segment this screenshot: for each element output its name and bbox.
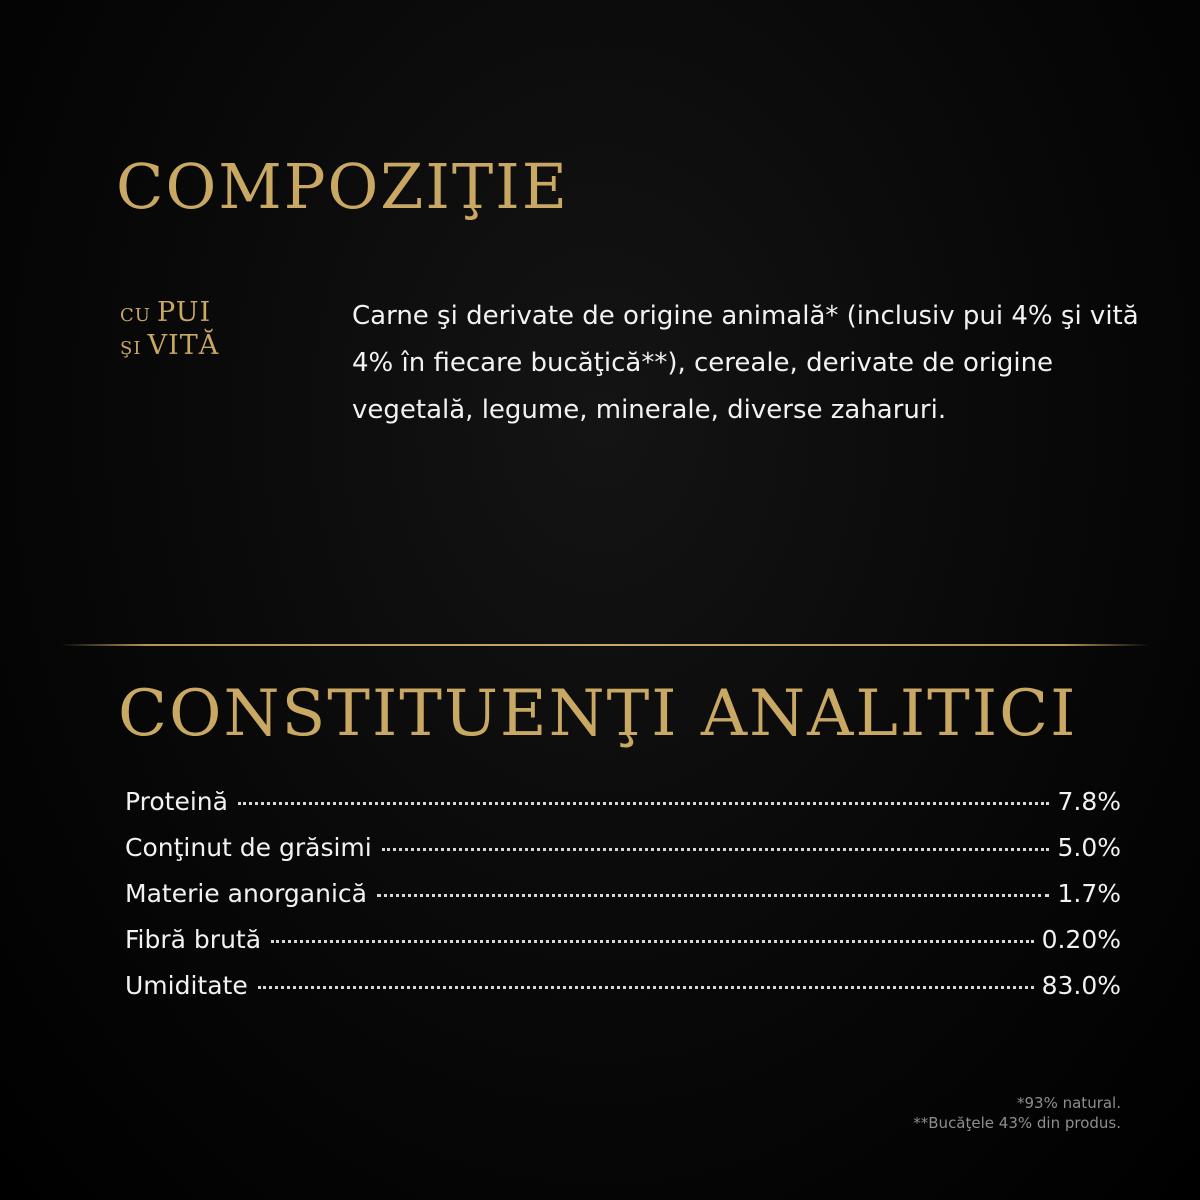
analytics-row-protein [125,787,1121,833]
variant-line-1-main: PUI [157,297,212,328]
dot-leader [238,802,1050,805]
variant-line-2 [120,331,219,364]
dot-leader [377,894,1050,897]
dot-leader [258,986,1034,989]
analytics-row-moisture [125,971,1121,1017]
dot-leader [271,940,1034,943]
variant-line-1-prefix: CU [120,305,151,326]
analytics-label: Materie anorganică [125,879,367,908]
analytics-label: Fibră brută [125,925,262,954]
analytics-label: Proteină [125,787,228,816]
footnote-natural: *93% natural. [1017,1094,1121,1112]
analytics-value: 83.0% [1041,971,1121,1000]
analytics-value: 1.7% [1057,879,1121,908]
analytics-row-fat [125,833,1121,879]
analytics-value: 5.0% [1057,833,1121,862]
analytics-heading: CONSTITUENŢI ANALITICI [118,677,1078,751]
analytics-table [125,787,1121,1017]
variant-line-2-prefix: ŞI [120,338,142,359]
analytics-label: Umiditate [125,971,248,1000]
analytics-row-ash [125,879,1121,925]
analytics-row-fibre [125,925,1121,971]
variant-label [120,298,219,364]
section-divider [60,644,1150,646]
variant-line-1 [120,298,219,331]
composition-text: Carne şi derivate de origine animală* (inclusiv pui 4% şi vită 4% în fiecare bucăţică**), cereale, derivate de origine vegetală, legume, minerale, diverse zaharuri. [352,301,1139,425]
footnotes [913,1093,1121,1133]
analytics-value: 0.20% [1041,925,1121,954]
footnote-pieces: **Bucăţele 43% din produs. [913,1114,1121,1132]
composition-heading: COMPOZIŢIE [116,150,569,223]
analytics-label: Conţinut de grăsimi [125,833,372,862]
dot-leader [382,848,1050,851]
analytics-value: 7.8% [1057,787,1121,816]
variant-line-2-main: VITĂ [147,330,220,361]
